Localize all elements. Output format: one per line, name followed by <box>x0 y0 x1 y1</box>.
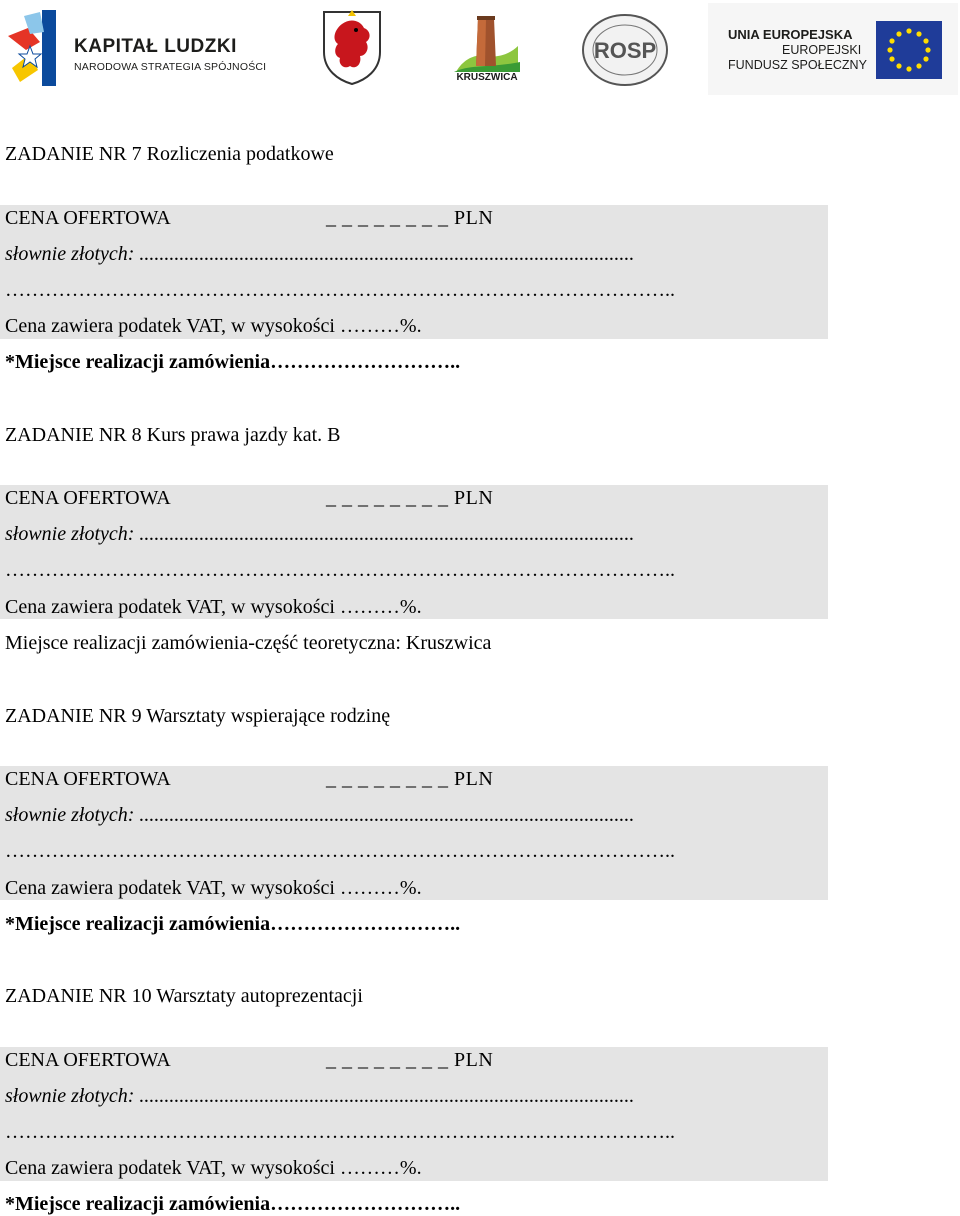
miejsce-realizacji: Miejsce realizacji zamówienia-część teoretyczna: Kruszwica <box>5 632 492 654</box>
eu-flag-icon <box>876 21 942 79</box>
dotted-line: ……………………………………………………………………………………….. <box>5 1121 675 1143</box>
dotted-line: ……………………………………………………………………………………….. <box>5 840 675 862</box>
dotted-line: ……………………………………………………………………………………….. <box>5 559 675 581</box>
slownie-field: słownie złotych: ................................................................................................... <box>5 243 635 265</box>
eu-line-1: UNIA EUROPEJSKA <box>728 27 853 42</box>
cena-ofertowa-label: CENA OFERTOWA <box>5 487 171 509</box>
zadanie-title: ZADANIE NR 10 Warsztaty autoprezentacji <box>5 985 363 1007</box>
vat-line: Cena zawiera podatek VAT, w wysokości ………%. <box>5 877 422 899</box>
slownie-field: słownie złotych: ................................................................................................... <box>5 804 635 826</box>
eu-line-3: FUNDUSZ SPOŁECZNY <box>728 58 867 72</box>
rosp-seal-logo <box>580 12 670 88</box>
cena-ofertowa-value: _ _ _ _ _ _ _ _ PLN <box>326 487 494 509</box>
cena-ofertowa-value: _ _ _ _ _ _ _ _ PLN <box>326 768 494 790</box>
eu-logo <box>708 3 958 95</box>
vat-line: Cena zawiera podatek VAT, w wysokości ………%. <box>5 596 422 618</box>
slownie-field: słownie złotych: ................................................................................................... <box>5 1085 635 1107</box>
cena-ofertowa-value: _ _ _ _ _ _ _ _ PLN <box>326 207 494 229</box>
rosp-letters: ROSP <box>593 38 657 63</box>
zadanie-title: ZADANIE NR 9 Warsztaty wspierające rodzinę <box>5 705 391 727</box>
kruszwica-logo <box>450 14 522 88</box>
tower-icon <box>450 14 522 74</box>
dotted-line: ……………………………………………………………………………………….. <box>5 279 675 301</box>
vat-line: Cena zawiera podatek VAT, w wysokości ………%. <box>5 1157 422 1179</box>
griffin-shield-icon <box>320 8 384 86</box>
cena-ofertowa-value: _ _ _ _ _ _ _ _ PLN <box>326 1049 494 1071</box>
slownie-field: słownie złotych: ................................................................................................... <box>5 523 635 545</box>
kapital-ludzki-emblem-icon <box>6 8 66 90</box>
miejsce-realizacji: *Miejsce realizacji zamówienia……………………….. <box>5 913 461 935</box>
zadanie-title: ZADANIE NR 8 Kurs prawa jazdy kat. B <box>5 424 341 446</box>
miejsce-realizacji: *Miejsce realizacji zamówienia……………………….. <box>5 1193 461 1215</box>
cena-ofertowa-label: CENA OFERTOWA <box>5 768 171 790</box>
kapital-ludzki-title: KAPITAŁ LUDZKI <box>74 36 237 57</box>
cena-ofertowa-label: CENA OFERTOWA <box>5 1049 171 1071</box>
header-logos <box>0 0 960 100</box>
kapital-ludzki-subtitle: NARODOWA STRATEGIA SPÓJNOŚCI <box>74 61 267 73</box>
cena-ofertowa-label: CENA OFERTOWA <box>5 207 171 229</box>
zadanie-title: ZADANIE NR 7 Rozliczenia podatkowe <box>5 143 334 165</box>
vat-line: Cena zawiera podatek VAT, w wysokości ………%. <box>5 315 422 337</box>
kruszwica-label: KRUSZWICA <box>456 72 518 83</box>
miejsce-realizacji: *Miejsce realizacji zamówienia……………………….. <box>5 351 461 373</box>
eu-line-2: EUROPEJSKI <box>782 43 862 57</box>
coat-of-arms-logo <box>320 8 384 86</box>
kapital-ludzki-logo <box>6 8 267 90</box>
seal-icon <box>580 12 670 88</box>
